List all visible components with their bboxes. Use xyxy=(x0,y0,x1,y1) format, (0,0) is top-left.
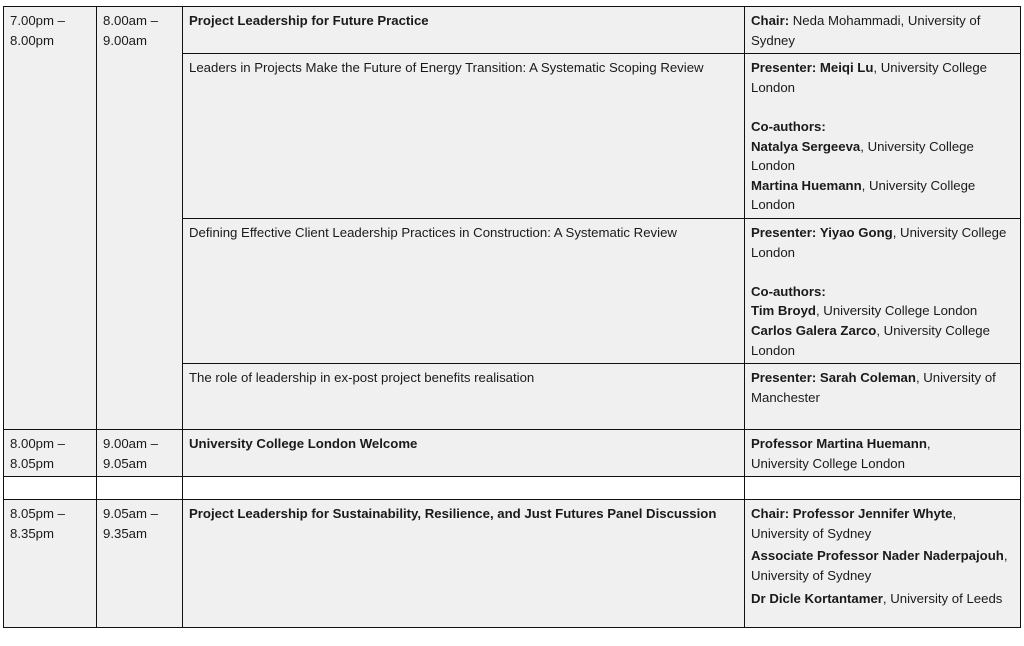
panel-chair xyxy=(751,504,1014,543)
coauthor-name: Carlos Galera Zarco xyxy=(751,322,877,338)
coauthor xyxy=(751,301,1014,321)
separator-row xyxy=(4,477,1021,500)
presenter-name: Sarah Coleman xyxy=(819,370,916,386)
coauthor-affiliation: , University College London xyxy=(751,322,990,358)
paper-authors xyxy=(745,218,1021,363)
paper-title: Defining Effective Client Leadership Practices in Construction: A Systematic Review xyxy=(183,218,745,363)
panelist xyxy=(751,546,1014,585)
presenter-affiliation: , University College London xyxy=(751,224,1007,260)
time-london: 9.05am – 9.35am xyxy=(97,500,183,628)
paper-authors xyxy=(745,54,1021,219)
coauthor-affiliation: , University College London xyxy=(751,177,976,213)
chair-label: Chair: xyxy=(751,13,790,28)
paper-authors xyxy=(745,364,1021,430)
coauthor-name: Natalya Sergeeva xyxy=(751,138,861,154)
time-london: 8.00am – 9.00am xyxy=(97,7,183,430)
table-row xyxy=(4,430,1021,477)
paper-title: The role of leadership in ex-post project benefits realisation xyxy=(183,364,745,430)
coauthor-affiliation: , University College London xyxy=(751,138,974,174)
time-sydney: 8.00pm – 8.05pm xyxy=(4,430,97,477)
panelist-name: Dr Dicle Kortantamer xyxy=(751,590,883,606)
presenter-label: Presenter: xyxy=(751,60,817,76)
session-title: Project Leadership for Sustainability, Resilience, and Just Futures Panel Discussion xyxy=(183,500,745,628)
speaker-name: Professor Martina Huemann xyxy=(751,436,927,452)
chair-label: Chair: Professor Jennifer Whyte xyxy=(751,506,953,522)
paper-title: Leaders in Projects Make the Future of Energy Transition: A Systematic Scoping Review xyxy=(183,54,745,219)
panel-members xyxy=(745,500,1021,628)
coauthor-affiliation: , University College London xyxy=(815,303,978,319)
time-sydney: 7.00pm – 8.00pm xyxy=(4,7,97,430)
table-row xyxy=(4,7,1021,54)
session-speaker xyxy=(745,430,1021,477)
time-sydney: 8.05pm – 8.35pm xyxy=(4,500,97,628)
coauthor xyxy=(751,321,1014,360)
program-table xyxy=(3,6,1021,628)
coauthors-label: Co-authors: xyxy=(751,118,826,134)
session-chair xyxy=(745,7,1021,54)
presenter-name: Yiyao Gong xyxy=(819,224,893,240)
panelist xyxy=(751,589,1014,609)
coauthor xyxy=(751,176,1014,215)
presenter-label: Presenter: xyxy=(751,370,817,386)
chair-affiliation: , University of Sydney xyxy=(751,506,957,541)
time-london: 9.00am – 9.05am xyxy=(97,430,183,477)
session-title: Project Leadership for Future Practice xyxy=(183,7,745,54)
presenter-affiliation: , University College London xyxy=(751,60,988,95)
session-title: University College London Welcome xyxy=(183,430,745,477)
presenter-name: Meiqi Lu xyxy=(819,60,874,76)
presenter-label: Presenter: xyxy=(751,224,817,240)
speaker-affiliation: , University College London xyxy=(751,436,931,471)
coauthors-label: Co-authors: xyxy=(751,283,826,299)
coauthor-name: Martina Huemann xyxy=(751,177,862,193)
panelist-name: Associate Professor Nader Naderpajouh xyxy=(751,548,1004,564)
chair-name: Neda Mohammadi, University of Sydney xyxy=(751,13,981,48)
presenter-affiliation: , University of Manchester xyxy=(751,370,996,405)
table-row xyxy=(4,500,1021,628)
panelist-affiliation: , University of Sydney xyxy=(751,548,1008,584)
panelist-affiliation: , University of Leeds xyxy=(882,590,1003,606)
coauthor-name: Tim Broyd xyxy=(751,303,816,319)
coauthor xyxy=(751,137,1014,176)
